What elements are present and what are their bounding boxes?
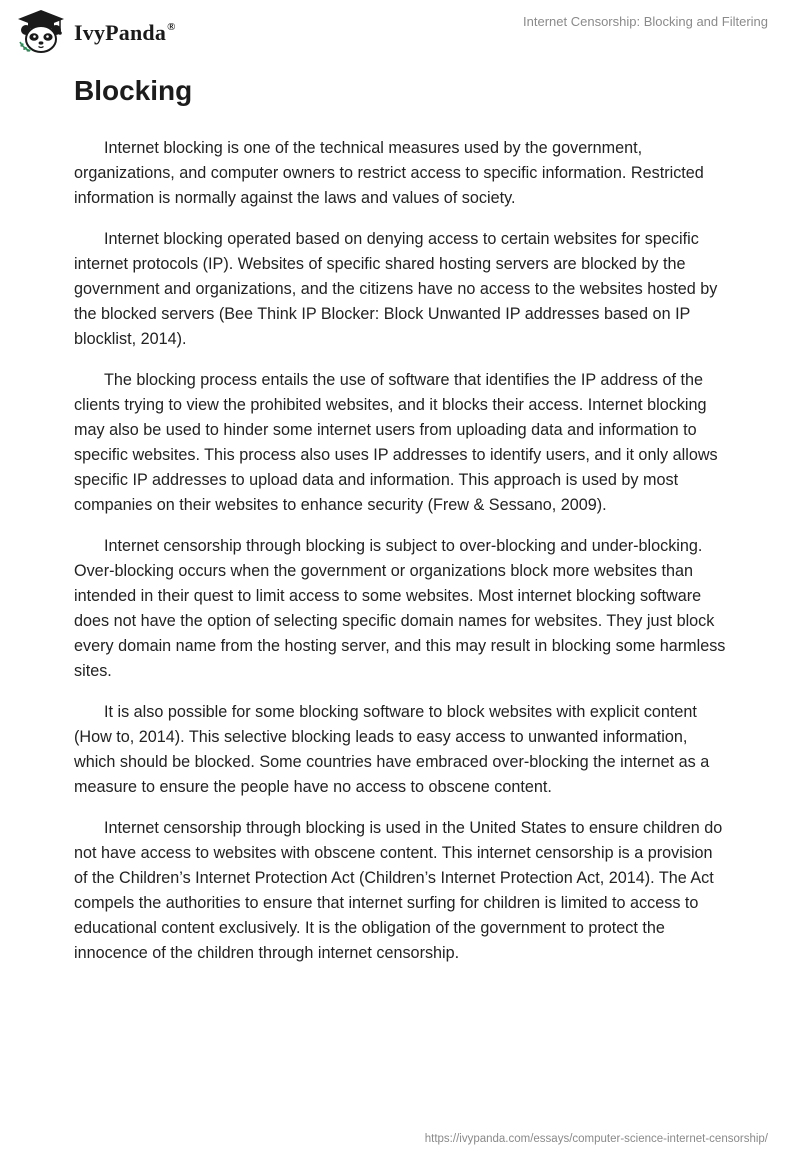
article-body <box>74 72 726 982</box>
panda-graduate-icon <box>14 8 68 54</box>
paragraph: Internet blocking is one of the technical measures used by the government, organizations, and computer owners to restrict access to specific information. Restricted information is normally against the laws and values of society. <box>74 139 704 207</box>
ivypanda-logo[interactable] <box>14 8 176 54</box>
paragraph: Internet censorship through blocking is used in the United States to ensure children do not have access to websites with obscene content. This internet censorship is a provision of the Children’s Internet Protection Act (Children’s Internet Protection Act, 2014). The Act compels the authorities to ensure that internet surfing for children is limited to access to educational content exclusively. It is the obligation of the government to protect the innocence of the children through internet censorship. <box>74 819 723 962</box>
page-header <box>0 0 800 60</box>
paragraph: The blocking process entails the use of software that identifies the IP address of the clients trying to view the prohibited websites, and it blocks their access. Internet blocking may also be used to hinder some internet users from uploading data and information to specific websites. This process also uses IP addresses to identify users, and it only allows specific IP addresses to upload data and information. This approach is used by most companies on their websites to enhance security (Frew & Sessano, 2009). <box>74 371 718 514</box>
paragraph: It is also possible for some blocking software to block websites with explicit content (How to, 2014). This selective blocking leads to easy access to unwanted information, which should be blocked. Some countries have embraced over-blocking the internet as a measure to ensure the people have no access to obscene content. <box>74 703 710 796</box>
paragraph: Internet censorship through blocking is subject to over-blocking and under-blocking. Over-blocking occurs when the government or organizations block more websites than intended in their quest to limit access to some websites. Most internet blocking software does not have the option of selecting specific domain names for websites. They just block every domain name from the hosting server, and this may result in blocking some harmless sites. <box>74 537 726 680</box>
section-heading: Blocking <box>74 75 193 106</box>
brand-name: IvyPanda® <box>74 20 176 45</box>
paragraph: Internet blocking operated based on denying access to certain websites for specific internet protocols (IP). Websites of specific shared hosting servers are blocked by the government and organizations, and the citizens have no access to the websites hosted by the blocked servers (Bee Think IP Blocker: Block Unwanted IP addresses based on IP blocklist, 2014). <box>74 230 718 348</box>
document-title: Internet Censorship: Blocking and Filtering <box>523 14 768 29</box>
source-url[interactable]: https://ivypanda.com/essays/computer-science-internet-censorship/ <box>424 1133 768 1145</box>
